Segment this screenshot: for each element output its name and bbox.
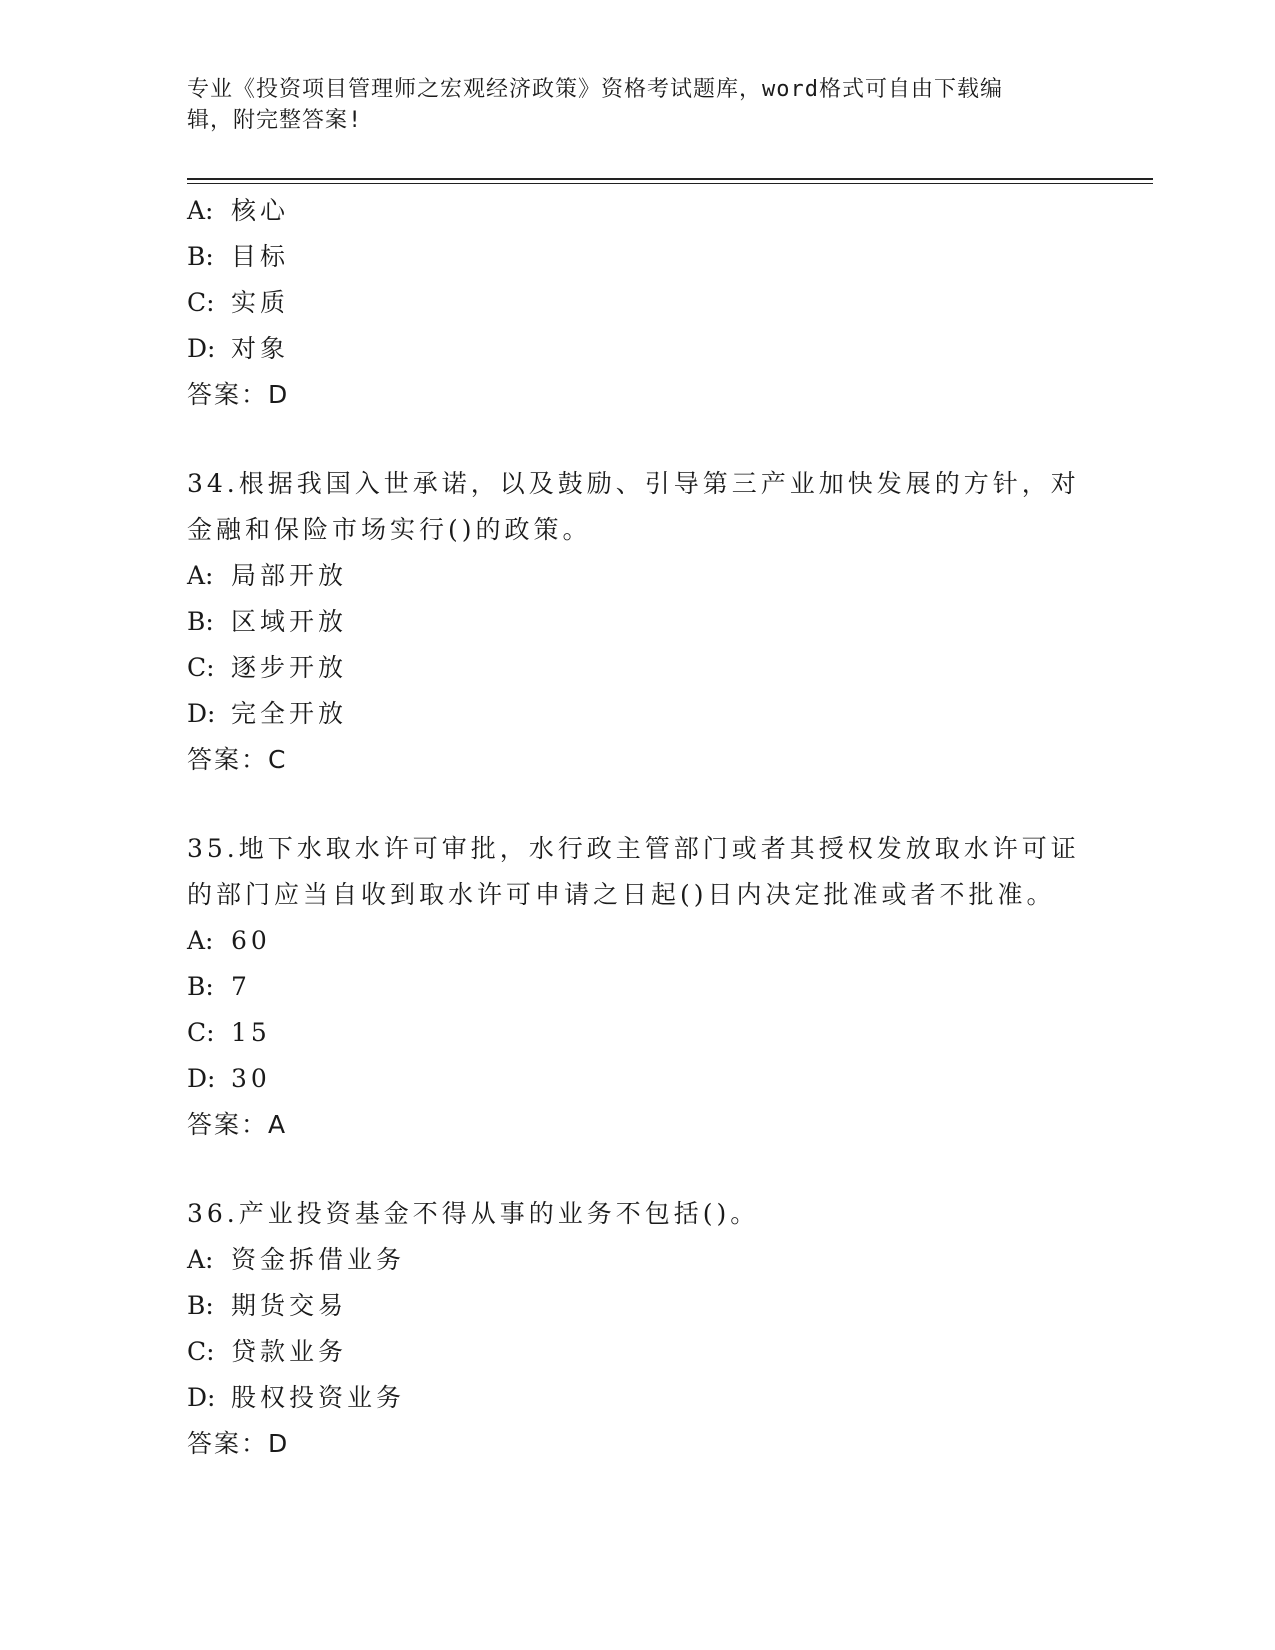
header-line-2: 辑，附完整答案! bbox=[187, 108, 363, 133]
spacer bbox=[187, 783, 1087, 826]
document-header bbox=[187, 74, 1067, 136]
option-d bbox=[187, 1375, 1087, 1421]
option-key: C: bbox=[187, 1337, 215, 1366]
question-33 bbox=[187, 188, 1087, 418]
spacer bbox=[187, 418, 1087, 461]
option-c bbox=[187, 1010, 1087, 1056]
option-d bbox=[187, 326, 1087, 372]
question-text-line-2: 金融和保险市场实行()的政策。 bbox=[187, 515, 592, 544]
option-key: C: bbox=[187, 653, 215, 682]
spacer bbox=[187, 1148, 1087, 1191]
option-text: 目标 bbox=[231, 242, 290, 271]
header-rule-thick bbox=[187, 178, 1153, 180]
option-text: 核心 bbox=[231, 196, 290, 225]
option-key: C: bbox=[187, 288, 215, 317]
option-d bbox=[187, 1056, 1087, 1102]
option-a bbox=[187, 1237, 1087, 1283]
answer-line: 答案：D bbox=[187, 380, 290, 409]
option-text: 7 bbox=[231, 972, 251, 1001]
option-key: A: bbox=[187, 561, 214, 590]
option-key: D: bbox=[187, 1064, 216, 1093]
option-a bbox=[187, 553, 1087, 599]
option-text: 实质 bbox=[231, 288, 290, 317]
question-35 bbox=[187, 826, 1087, 1148]
option-text: 期货交易 bbox=[231, 1291, 348, 1320]
option-a bbox=[187, 918, 1087, 964]
answer-line: 答案：D bbox=[187, 1429, 290, 1458]
option-b bbox=[187, 599, 1087, 645]
question-text-line-2: 的部门应当自收到取水许可申请之日起()日内决定批准或者不批准。 bbox=[187, 880, 1056, 909]
option-text: 局部开放 bbox=[231, 561, 348, 590]
header-line-1: 专业《投资项目管理师之宏观经济政策》资格考试题库，word格式可自由下载编 bbox=[187, 77, 1003, 102]
question-34 bbox=[187, 461, 1087, 783]
option-text: 对象 bbox=[231, 334, 290, 363]
option-c bbox=[187, 645, 1087, 691]
option-key: A: bbox=[187, 1245, 214, 1274]
option-text: 60 bbox=[231, 926, 271, 955]
option-text: 30 bbox=[231, 1064, 271, 1093]
option-d bbox=[187, 691, 1087, 737]
option-b bbox=[187, 964, 1087, 1010]
option-c bbox=[187, 1329, 1087, 1375]
question-36 bbox=[187, 1191, 1087, 1467]
header-rule-thin bbox=[187, 183, 1153, 184]
answer-line: 答案：A bbox=[187, 1110, 288, 1139]
option-key: C: bbox=[187, 1018, 215, 1047]
option-text: 逐步开放 bbox=[231, 653, 348, 682]
question-text-line-1: 36.产业投资基金不得从事的业务不包括()。 bbox=[187, 1199, 760, 1228]
option-text: 完全开放 bbox=[231, 699, 348, 728]
option-text: 区域开放 bbox=[231, 607, 348, 636]
answer-line: 答案：C bbox=[187, 745, 288, 774]
option-text: 贷款业务 bbox=[231, 1337, 348, 1366]
option-key: D: bbox=[187, 334, 216, 363]
question-list bbox=[187, 188, 1087, 1467]
option-text: 15 bbox=[231, 1018, 271, 1047]
option-b bbox=[187, 234, 1087, 280]
option-key: B: bbox=[187, 242, 214, 271]
option-text: 股权投资业务 bbox=[231, 1383, 406, 1412]
question-text-line-1: 34.根据我国入世承诺，以及鼓励、引导第三产业加快发展的方针，对 bbox=[187, 469, 1080, 498]
option-key: B: bbox=[187, 607, 214, 636]
option-key: D: bbox=[187, 1383, 216, 1412]
option-a bbox=[187, 188, 1087, 234]
option-text: 资金拆借业务 bbox=[231, 1245, 406, 1274]
option-c bbox=[187, 280, 1087, 326]
option-key: A: bbox=[187, 196, 214, 225]
option-key: D: bbox=[187, 699, 216, 728]
option-key: B: bbox=[187, 1291, 214, 1320]
option-key: B: bbox=[187, 972, 214, 1001]
question-text-line-1: 35.地下水取水许可审批，水行政主管部门或者其授权发放取水许可证 bbox=[187, 834, 1080, 863]
option-b bbox=[187, 1283, 1087, 1329]
option-key: A: bbox=[187, 926, 214, 955]
